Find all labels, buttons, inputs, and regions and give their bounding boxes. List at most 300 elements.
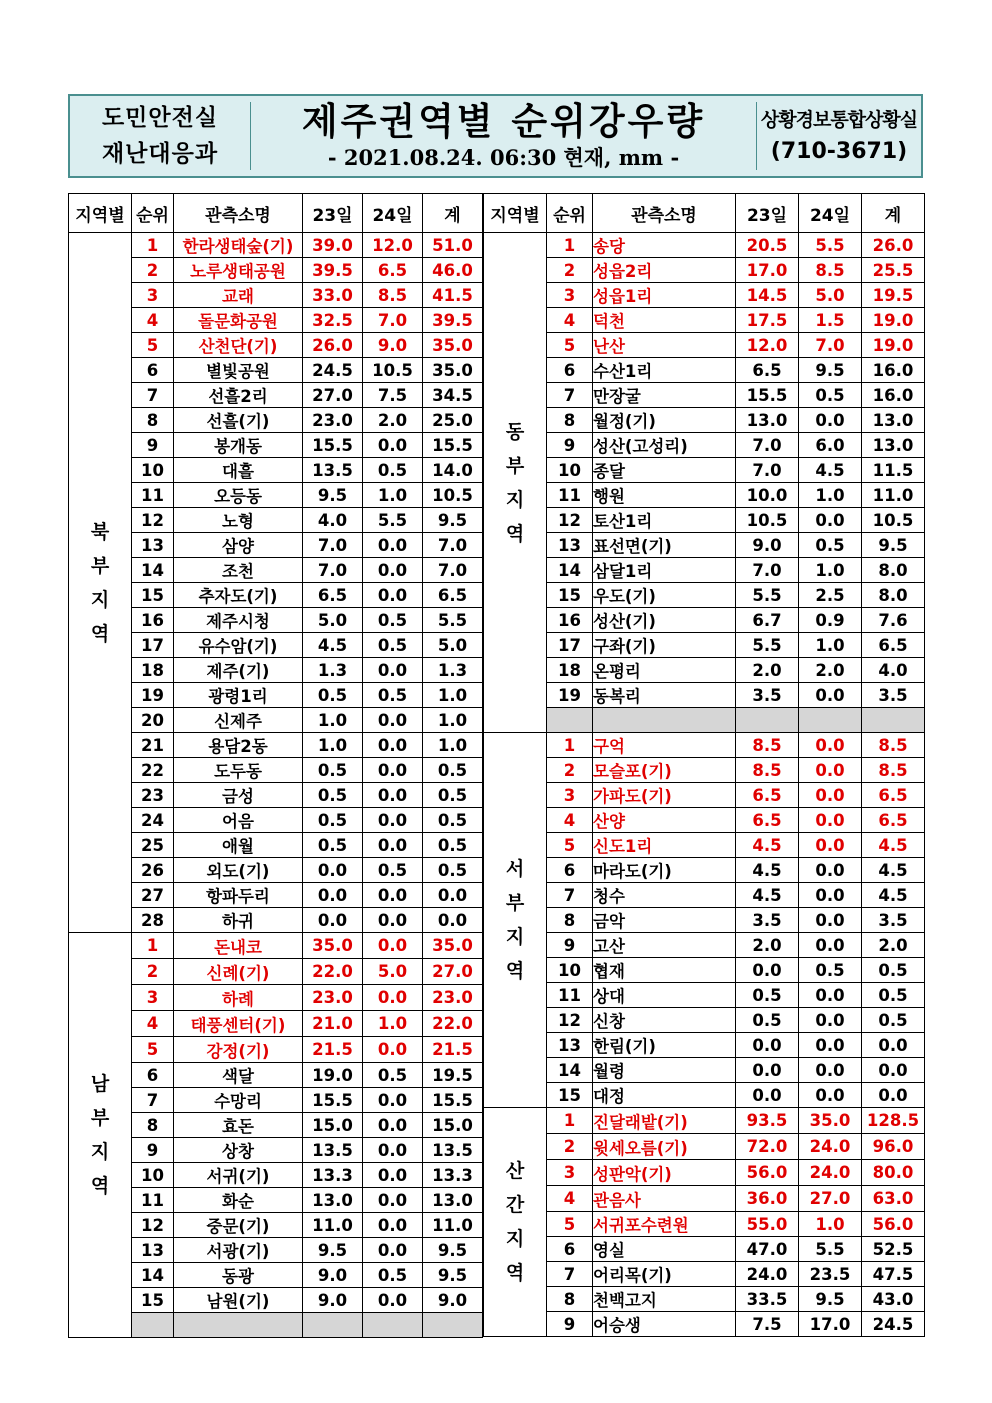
rain-23-cell: 13.0: [736, 408, 799, 433]
station-name-cell: 신제주: [174, 708, 303, 733]
station-name-cell: 구좌(기): [593, 633, 736, 658]
rank-cell: 11: [547, 983, 593, 1008]
rain-total-cell: 35.0: [423, 333, 483, 358]
station-name-cell: 강정(기): [174, 1037, 303, 1063]
rain-23-cell: 9.0: [303, 1288, 363, 1313]
rank-cell: 1: [132, 233, 174, 258]
rain-24-cell: 0.0: [363, 558, 423, 583]
rank-cell: 3: [547, 1160, 593, 1186]
rank-cell: 12: [132, 508, 174, 533]
rank-cell: 9: [547, 1312, 593, 1337]
rain-24-cell: 0.0: [799, 1083, 862, 1108]
rain-23-cell: 32.5: [303, 308, 363, 333]
rain-24-cell: 1.0: [363, 483, 423, 508]
table-row: [69, 1263, 483, 1288]
rank-cell: 18: [547, 658, 593, 683]
rain-23-cell: 0.5: [736, 983, 799, 1008]
table-row: [69, 583, 483, 608]
station-name-cell: 상대: [593, 983, 736, 1008]
rain-total-cell: 8.0: [862, 558, 925, 583]
rain-23-cell: 36.0: [736, 1186, 799, 1212]
rain-total-cell: 0.5: [862, 983, 925, 1008]
table-row: [69, 333, 483, 358]
rain-24-cell: 0.5: [363, 683, 423, 708]
rain-24-cell: 0.0: [363, 883, 423, 908]
table-row: [69, 633, 483, 658]
rank-cell: 22: [132, 758, 174, 783]
rain-24-cell: 0.5: [799, 958, 862, 983]
col-d24: 24일: [799, 194, 862, 233]
rain-24-cell: 0.0: [363, 783, 423, 808]
table-row: [69, 758, 483, 783]
rain-total-cell: 5.0: [423, 633, 483, 658]
station-name-cell: 서광(기): [174, 1238, 303, 1263]
rain-total-cell: 0.5: [862, 958, 925, 983]
rank-cell: 10: [547, 958, 593, 983]
table-row: [484, 883, 925, 908]
rain-24-cell: 0.0: [363, 1138, 423, 1163]
rain-23-cell: 7.5: [736, 1312, 799, 1337]
rank-cell: 1: [132, 933, 174, 959]
rank-cell: 2: [547, 258, 593, 283]
rain-total-cell: 13.0: [423, 1188, 483, 1213]
station-name-cell: 모슬포(기): [593, 758, 736, 783]
region-label-mountain: 산 간 지 역: [484, 1108, 547, 1337]
rank-cell: 21: [132, 733, 174, 758]
col-d23: 23일: [736, 194, 799, 233]
table-row: [484, 458, 925, 483]
station-name-cell: 동광: [174, 1263, 303, 1288]
station-name-cell: 금악: [593, 908, 736, 933]
rain-total-cell: 0.5: [423, 833, 483, 858]
report-header: [68, 94, 923, 178]
station-name-cell: 별빛공원: [174, 358, 303, 383]
department-line-1: 도민안전실: [101, 105, 219, 131]
station-name-cell: 하례: [174, 985, 303, 1011]
rank-cell: 2: [547, 758, 593, 783]
rain-24-cell: 0.0: [363, 1163, 423, 1188]
station-name-cell: 서귀(기): [174, 1163, 303, 1188]
rain-total-cell: 0.0: [862, 1083, 925, 1108]
rain-24-cell: 0.5: [799, 533, 862, 558]
table-row: [69, 1063, 483, 1088]
rank-cell: 7: [547, 383, 593, 408]
table-row: [484, 233, 925, 258]
rank-cell: 7: [547, 883, 593, 908]
rank-cell: 6: [132, 1063, 174, 1088]
rank-cell: 4: [547, 808, 593, 833]
table-row: [69, 1138, 483, 1163]
rain-23-cell: 56.0: [736, 1160, 799, 1186]
table-row: [69, 683, 483, 708]
rain-23-cell: 0.0: [736, 1058, 799, 1083]
rain-23-cell: 7.0: [736, 558, 799, 583]
rain-24-cell: 0.0: [799, 1033, 862, 1058]
table-row: [69, 383, 483, 408]
rain-24-cell: 1.0: [799, 558, 862, 583]
table-row: [484, 783, 925, 808]
col-region: 지역별: [484, 194, 547, 233]
rain-23-cell: 0.5: [303, 783, 363, 808]
station-name-cell: 어승생: [593, 1312, 736, 1337]
table-row: [69, 258, 483, 283]
rain-24-cell: 2.5: [799, 583, 862, 608]
rain-23-cell: 9.5: [303, 483, 363, 508]
rain-23-cell: 9.0: [303, 1263, 363, 1288]
rank-cell: 13: [547, 1033, 593, 1058]
rain-23-cell: 21.0: [303, 1011, 363, 1037]
rain-24-cell: 0.0: [799, 758, 862, 783]
rain-24-cell: 1.0: [799, 483, 862, 508]
station-name-cell: 남원(기): [174, 1288, 303, 1313]
station-name-cell: 성산(기): [593, 608, 736, 633]
department-block: [70, 96, 250, 176]
station-name-cell: 진달래밭(기): [593, 1108, 736, 1134]
rain-23-cell: 20.5: [736, 233, 799, 258]
rain-23-cell: 35.0: [303, 933, 363, 959]
rain-24-cell: 0.0: [363, 1288, 423, 1313]
station-name-cell: 서귀포수련원: [593, 1212, 736, 1237]
rank-cell: 19: [132, 683, 174, 708]
rank-cell: 4: [547, 1186, 593, 1212]
rain-23-cell: 21.5: [303, 1037, 363, 1063]
table-row: [484, 758, 925, 783]
rain-24-cell: 0.0: [799, 683, 862, 708]
rain-total-cell: 7.6: [862, 608, 925, 633]
rain-24-cell: 0.0: [799, 833, 862, 858]
rank-cell: 17: [547, 633, 593, 658]
rain-24-cell: 17.0: [799, 1312, 862, 1337]
station-name-cell: 태풍센터(기): [174, 1011, 303, 1037]
rank-cell: 1: [547, 1108, 593, 1134]
rank-cell: 9: [132, 1138, 174, 1163]
rank-cell: 24: [132, 808, 174, 833]
station-name-cell: 선흘2리: [174, 383, 303, 408]
rain-total-cell: 46.0: [423, 258, 483, 283]
station-name-cell: 오등동: [174, 483, 303, 508]
rain-total-cell: 35.0: [423, 933, 483, 959]
rain-total-cell: 6.5: [862, 633, 925, 658]
rain-23-cell: 0.0: [303, 883, 363, 908]
station-name-cell: 산천단(기): [174, 333, 303, 358]
rank-cell: 20: [132, 708, 174, 733]
rain-23-cell: 0.0: [303, 858, 363, 883]
rain-total-cell: 6.5: [423, 583, 483, 608]
rain-23-cell: 39.5: [303, 258, 363, 283]
rain-total-cell: 4.0: [862, 658, 925, 683]
rain-23-cell: 5.5: [736, 633, 799, 658]
rain-total-cell: 0.5: [423, 858, 483, 883]
rain-24-cell: 0.0: [363, 1238, 423, 1263]
rain-24-cell: 9.5: [799, 358, 862, 383]
rain-23-cell: 1.3: [303, 658, 363, 683]
rain-23-cell: 55.0: [736, 1212, 799, 1237]
rank-cell: 9: [547, 933, 593, 958]
rank-cell: 6: [547, 1237, 593, 1262]
rain-24-cell: 2.0: [363, 408, 423, 433]
rain-24-cell: 1.0: [799, 633, 862, 658]
rank-cell: 2: [547, 1134, 593, 1160]
station-name-cell: 조천: [174, 558, 303, 583]
station-name-cell: 영실: [593, 1237, 736, 1262]
table-row: [69, 1011, 483, 1037]
rank-cell: 15: [132, 1288, 174, 1313]
station-name-cell: 동복리: [593, 683, 736, 708]
region-label-west: 서 부 지 역: [484, 733, 547, 1108]
rain-total-cell: 0.0: [423, 908, 483, 933]
rank-cell: 7: [132, 383, 174, 408]
table-row: [69, 508, 483, 533]
rank-cell: 13: [132, 1238, 174, 1263]
station-name-cell: 제주시청: [174, 608, 303, 633]
station-name-cell: 외도(기): [174, 858, 303, 883]
rain-24-cell: 6.0: [799, 433, 862, 458]
rain-23-cell: 3.5: [736, 683, 799, 708]
table-row: [69, 408, 483, 433]
rank-cell: 16: [132, 608, 174, 633]
col-d23: 23일: [303, 194, 363, 233]
rain-23-cell: 24.0: [736, 1262, 799, 1287]
rain-total-cell: 0.5: [423, 783, 483, 808]
rain-24-cell: 0.5: [363, 633, 423, 658]
rain-total-cell: 23.0: [423, 985, 483, 1011]
rain-24-cell: 5.5: [363, 508, 423, 533]
rank-cell: 23: [132, 783, 174, 808]
table-row: [69, 833, 483, 858]
table-row: [484, 958, 925, 983]
rain-total-cell: 25.5: [862, 258, 925, 283]
rain-total-cell: 11.5: [862, 458, 925, 483]
rain-24-cell: 0.5: [363, 858, 423, 883]
rain-23-cell: 7.0: [736, 458, 799, 483]
rain-total-cell: 0.0: [423, 883, 483, 908]
rain-24-cell: 5.5: [799, 1237, 862, 1262]
rank-cell: 8: [132, 1113, 174, 1138]
rain-total-cell: 15.0: [423, 1113, 483, 1138]
rain-23-cell: 15.0: [303, 1113, 363, 1138]
rain-23-cell: 14.5: [736, 283, 799, 308]
station-name-cell: 수망리: [174, 1088, 303, 1113]
rain-total-cell: 9.5: [423, 1238, 483, 1263]
rank-cell: 13: [547, 533, 593, 558]
rank-cell: 10: [132, 458, 174, 483]
station-name-cell: 수산1리: [593, 358, 736, 383]
rank-cell: 5: [547, 1212, 593, 1237]
station-name-cell: 제주(기): [174, 658, 303, 683]
station-name-cell: 천백고지: [593, 1287, 736, 1312]
rain-total-cell: 13.0: [862, 408, 925, 433]
station-name-cell: 고산: [593, 933, 736, 958]
rain-23-cell: 33.5: [736, 1287, 799, 1312]
table-row: [484, 1237, 925, 1262]
rain-total-cell: 27.0: [423, 959, 483, 985]
rain-total-cell: 13.5: [423, 1138, 483, 1163]
station-name-cell: 효돈: [174, 1113, 303, 1138]
rank-cell: 14: [132, 558, 174, 583]
table-row: [484, 358, 925, 383]
rain-total-cell: 10.5: [423, 483, 483, 508]
table-row: [484, 483, 925, 508]
station-name-cell: 협재: [593, 958, 736, 983]
rain-23-cell: 33.0: [303, 283, 363, 308]
station-name-cell: 봉개동: [174, 433, 303, 458]
rain-24-cell: 8.5: [363, 283, 423, 308]
table-row: [484, 1186, 925, 1212]
rain-24-cell: 0.0: [799, 808, 862, 833]
table-row: [69, 1188, 483, 1213]
rain-23-cell: 13.5: [303, 458, 363, 483]
rain-total-cell: 0.5: [423, 758, 483, 783]
rain-24-cell: 0.0: [363, 1037, 423, 1063]
table-row: [484, 933, 925, 958]
rain-24-cell: 0.0: [799, 1058, 862, 1083]
rank-cell: 28: [132, 908, 174, 933]
rank-cell: 4: [132, 1011, 174, 1037]
table-row: [484, 1083, 925, 1108]
rank-cell: 7: [547, 1262, 593, 1287]
rain-24-cell: 0.0: [363, 758, 423, 783]
station-name-cell: 한림(기): [593, 1033, 736, 1058]
rain-total-cell: 16.0: [862, 358, 925, 383]
table-row: [484, 1312, 925, 1337]
rain-23-cell: 10.5: [736, 508, 799, 533]
rain-total-cell: 13.0: [862, 433, 925, 458]
table-row: [484, 1287, 925, 1312]
station-name-cell: 돌문화공원: [174, 308, 303, 333]
table-row: [484, 1134, 925, 1160]
rain-total-cell: 4.5: [862, 883, 925, 908]
table-row: [484, 658, 925, 683]
rank-cell: 8: [547, 1287, 593, 1312]
rain-23-cell: 0.5: [736, 1008, 799, 1033]
rain-23-cell: 0.0: [736, 1033, 799, 1058]
rain-total-cell: 0.0: [862, 1033, 925, 1058]
region-label-north: 북 부 지 역: [69, 233, 132, 933]
rain-24-cell: 6.5: [363, 258, 423, 283]
table-row: [484, 733, 925, 758]
rain-total-cell: 96.0: [862, 1134, 925, 1160]
table-row: [69, 883, 483, 908]
rain-total-cell: 2.0: [862, 933, 925, 958]
table-header-row: [69, 194, 483, 233]
rain-24-cell: 0.0: [799, 783, 862, 808]
rain-total-cell: 1.3: [423, 658, 483, 683]
rain-24-cell: 0.0: [363, 533, 423, 558]
rain-total-cell: 4.5: [862, 833, 925, 858]
empty-cell: [862, 708, 925, 733]
rain-24-cell: 0.0: [363, 985, 423, 1011]
station-name-cell: 산양: [593, 808, 736, 833]
station-name-cell: 종달: [593, 458, 736, 483]
rain-23-cell: 4.5: [736, 833, 799, 858]
rain-23-cell: 27.0: [303, 383, 363, 408]
col-station: 관측소명: [174, 194, 303, 233]
rain-total-cell: 4.5: [862, 858, 925, 883]
rank-cell: 19: [547, 683, 593, 708]
rain-total-cell: 11.0: [862, 483, 925, 508]
rain-24-cell: 7.0: [363, 308, 423, 333]
station-name-cell: 유수암(기): [174, 633, 303, 658]
rain-24-cell: 0.0: [363, 433, 423, 458]
table-row: [69, 959, 483, 985]
station-name-cell: 신창: [593, 1008, 736, 1033]
col-d24: 24일: [363, 194, 423, 233]
table-header-row: [484, 194, 925, 233]
rain-23-cell: 15.5: [303, 433, 363, 458]
rain-23-cell: 4.5: [736, 883, 799, 908]
table-row: [69, 1088, 483, 1113]
station-name-cell: 광령1리: [174, 683, 303, 708]
rain-total-cell: 16.0: [862, 383, 925, 408]
station-name-cell: 색달: [174, 1063, 303, 1088]
station-name-cell: 월령: [593, 1058, 736, 1083]
rain-24-cell: 0.0: [799, 858, 862, 883]
rain-23-cell: 93.5: [736, 1108, 799, 1134]
rain-23-cell: 2.0: [736, 658, 799, 683]
rain-23-cell: 23.0: [303, 985, 363, 1011]
rain-24-cell: 24.0: [799, 1134, 862, 1160]
col-station: 관측소명: [593, 194, 736, 233]
rain-24-cell: 27.0: [799, 1186, 862, 1212]
rank-cell: 14: [132, 1263, 174, 1288]
rain-24-cell: 0.0: [799, 1008, 862, 1033]
rain-24-cell: 0.0: [799, 908, 862, 933]
rank-cell: 15: [547, 1083, 593, 1108]
rank-cell: 3: [132, 283, 174, 308]
col-total: 계: [423, 194, 483, 233]
station-name-cell: 윗세오름(기): [593, 1134, 736, 1160]
rain-23-cell: 23.0: [303, 408, 363, 433]
rank-cell: 9: [132, 433, 174, 458]
rain-total-cell: 0.0: [862, 1058, 925, 1083]
rain-23-cell: 6.5: [736, 783, 799, 808]
rain-23-cell: 13.3: [303, 1163, 363, 1188]
table-row: [484, 633, 925, 658]
rank-cell: 14: [547, 558, 593, 583]
station-name-cell: 하귀: [174, 908, 303, 933]
table-row: [484, 308, 925, 333]
station-name-cell: 노루생태공원: [174, 258, 303, 283]
station-name-cell: 성읍2리: [593, 258, 736, 283]
table-row: [69, 733, 483, 758]
table-row: [69, 483, 483, 508]
region-label-south: 남 부 지 역: [69, 933, 132, 1338]
table-row: [69, 283, 483, 308]
table-row: [484, 1262, 925, 1287]
empty-cell: [799, 708, 862, 733]
table-row: [69, 1288, 483, 1313]
table-row: [484, 833, 925, 858]
rank-cell: 15: [132, 583, 174, 608]
rain-total-cell: 34.5: [423, 383, 483, 408]
rank-cell: 2: [132, 959, 174, 985]
table-row: [69, 1113, 483, 1138]
table-row: [69, 533, 483, 558]
rain-24-cell: 0.0: [363, 1188, 423, 1213]
rain-24-cell: 0.5: [363, 1063, 423, 1088]
rank-cell: 1: [547, 733, 593, 758]
rain-23-cell: 17.0: [736, 258, 799, 283]
table-row: [69, 808, 483, 833]
rain-24-cell: 0.0: [363, 708, 423, 733]
table-row: [69, 558, 483, 583]
rain-24-cell: 0.0: [799, 733, 862, 758]
table-row: [484, 858, 925, 883]
rain-total-cell: 9.5: [862, 533, 925, 558]
rain-23-cell: 26.0: [303, 333, 363, 358]
rain-total-cell: 43.0: [862, 1287, 925, 1312]
empty-cell: [423, 1313, 483, 1338]
